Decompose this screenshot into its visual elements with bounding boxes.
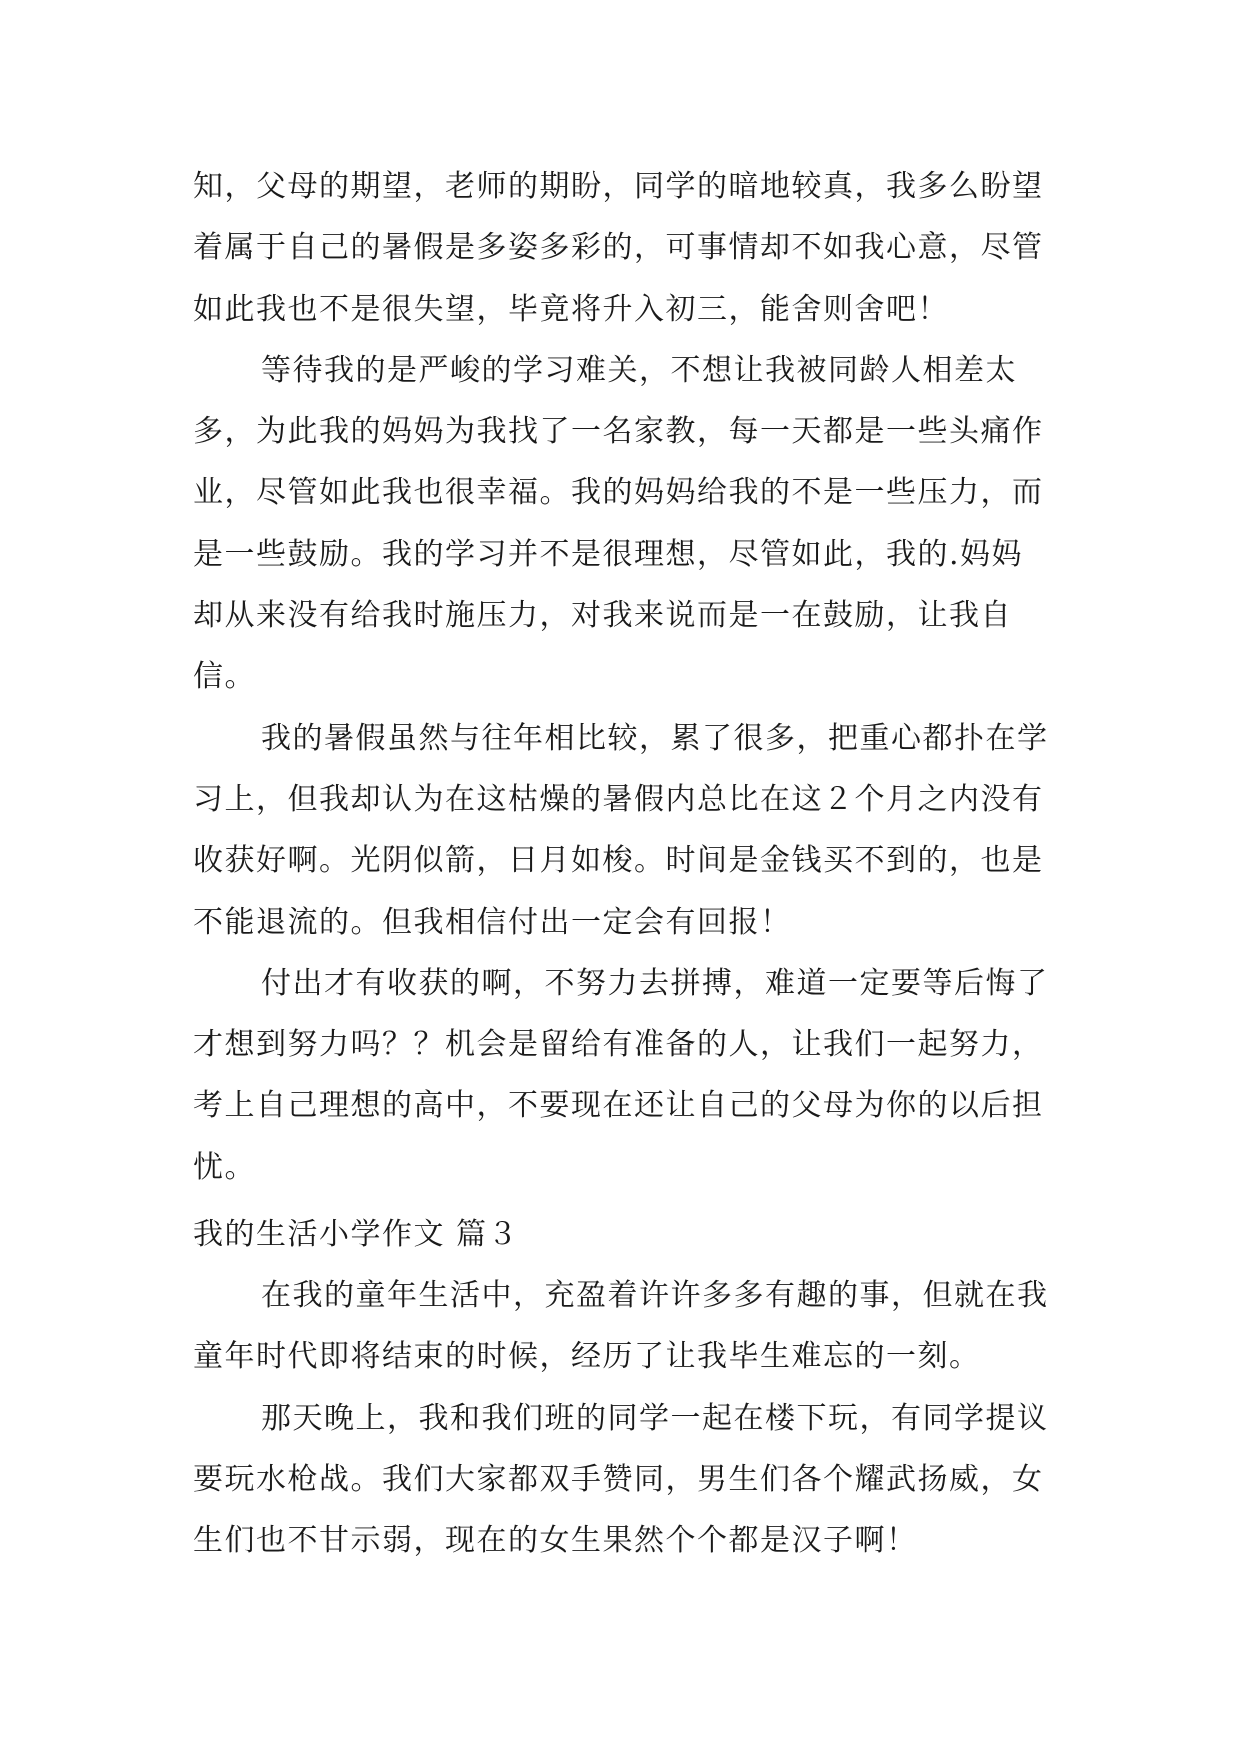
- section-heading: 我的生活小学作文 篇３: [193, 1217, 520, 1252]
- paragraph: 那天晚上，我和我们班的同学一起在楼下玩，有同学提议要玩水枪战。我们大家都双手赞同，男生们各个耀武扬威，女生们也不甘示弱，现在的女生果然个个都是汉子啊！: [193, 1400, 1049, 1559]
- paragraph: 等待我的是严峻的学习难关，不想让我被同龄人相差太多，为此我的妈妈为我找了一名家教，每一天都是一些头痛作业，尽管如此我也很幸福。我的妈妈给我的不是一些压力，而是一些鼓励。我的学习并不是很理想，尽管如此，我的.妈妈却从来没有给我时施压力，对我来说而是一在鼓励，让我自信。: [193, 352, 1044, 695]
- essay-section-3: [193, 1265, 1053, 1571]
- paragraph: 在我的童年生活中，充盈着许许多多有趣的事，但就在我童年时代即将结束的时候，经历了让我毕生难忘的一刻。: [193, 1278, 1049, 1375]
- paragraph: 付出才有收获的啊，不努力去拼搏，难道一定要等后悔了才想到努力吗？？机会是留给有准备的人，让我们一起努力，考上自己理想的高中，不要现在还让自己的父母为你的以后担忧。: [193, 965, 1049, 1185]
- essay-section-continued: [193, 156, 1053, 1198]
- paragraph: 我的暑假虽然与往年相比较，累了很多，把重心都扑在学习上，但我却认为在这枯燥的暑假内总比在这２个月之内没有收获好啊。光阴似箭，日月如梭。时间是金钱买不到的，也是不能退流的。但我相信付出一定会有回报！: [193, 720, 1049, 940]
- paragraph-continued: 知，父母的期望，老师的期盼，同学的暗地较真，我多么盼望着属于自己的暑假是多姿多彩的，可事情却不如我心意，尽管如此我也不是很失望，毕竟将升入初三，能舍则舍吧！: [193, 169, 1044, 327]
